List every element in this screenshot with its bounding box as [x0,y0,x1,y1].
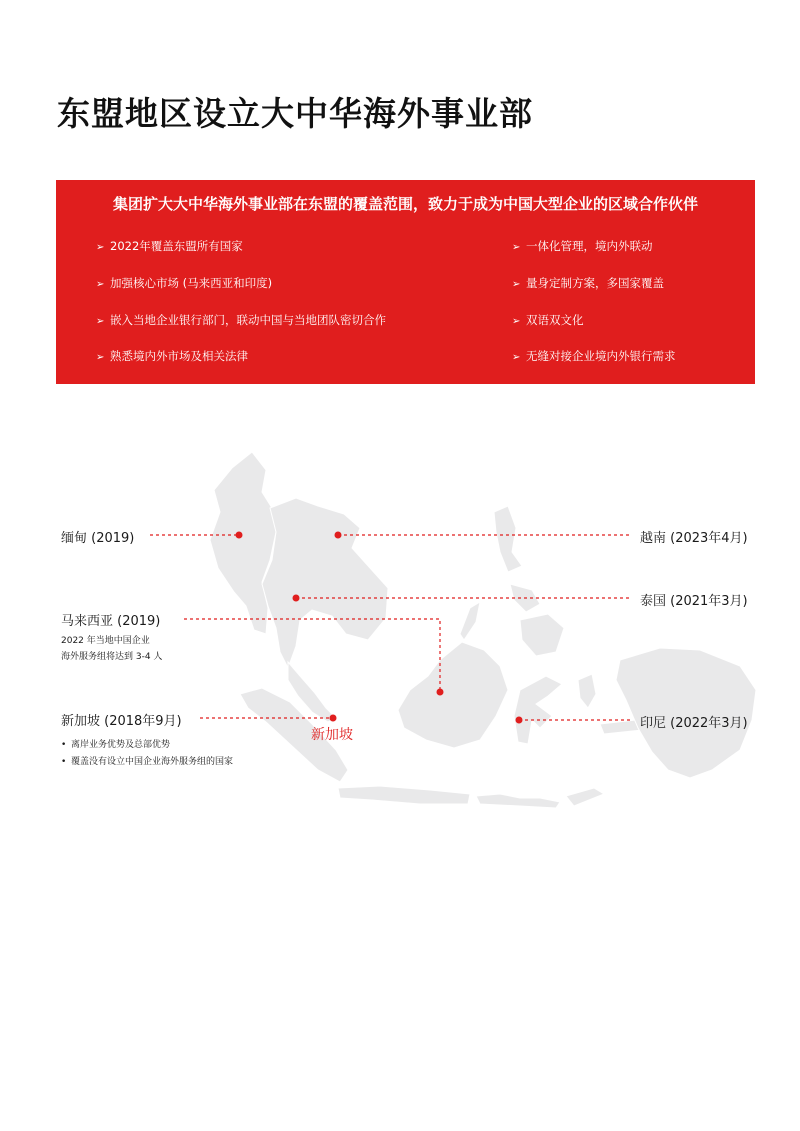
banner-right-item: ➢ 双语双文化 [512,313,584,327]
map-timor [566,788,604,806]
singapore-note: • 覆盖没有设立中国企业海外服务组的国家 [61,754,233,770]
map-indochina [262,498,388,668]
map-sulawesi [514,676,562,744]
map-java [338,786,470,804]
label-thailand: 泰国 (2021年3月) [640,594,748,609]
dot-indonesia [516,717,523,724]
page-title: 东盟地区设立大中华海外事业部 [57,94,533,133]
banner-right-item: ➢ 量身定制方案，多国家覆盖 [512,276,664,290]
dot-thailand [293,595,300,602]
dot-myanmar [236,532,243,539]
chevron-right-icon: ➢ [512,242,521,253]
map-maluku [578,674,596,708]
map-borneo [398,642,508,748]
info-banner [56,180,755,384]
bullet-dot-icon: • [61,757,67,767]
chevron-right-icon: ➢ [96,279,105,290]
label-indonesia: 印尼 (2022年3月) [640,716,748,731]
banner-left-item: ➢ 2022年覆盖东盟所有国家 [96,239,243,253]
malaysia-note: 海外服务组将达到 3-4 人 [61,652,163,662]
asean-map [0,430,800,830]
chevron-right-icon: ➢ [96,352,105,363]
singapore-map-tag: 新加坡 [311,727,353,743]
bullet-dot-icon: • [61,740,67,750]
dot-malaysia [437,689,444,696]
label-malaysia: 马来西亚 (2019) [61,614,161,629]
singapore-note: • 离岸业务优势及总部优势 [61,737,170,753]
map-luzon [494,506,522,572]
banner-right-item: ➢ 无缝对接企业境内外银行需求 [512,349,676,363]
banner-heading: 集团扩大大中华海外事业部在东盟的覆盖范围，致力于成为中国大型企业的区域合作伙伴 [112,195,698,213]
leader-line-malaysia [184,619,440,692]
banner-right-item: ➢ 一体化管理，境内外联动 [512,239,653,253]
banner-left-item: ➢ 嵌入当地企业银行部门，联动中国与当地团队密切合作 [96,313,386,327]
chevron-right-icon: ➢ [512,352,521,363]
chevron-right-icon: ➢ [512,279,521,290]
map-myanmar [210,452,276,634]
map-mindanao [520,614,564,656]
chevron-right-icon: ➢ [512,316,521,327]
banner-left-item: ➢ 加强核心市场 (马来西亚和印度) [96,276,273,290]
banner-left-item: ➢ 熟悉境内外市场及相关法律 [96,349,248,363]
label-myanmar: 缅甸 (2019) [61,531,135,546]
chevron-right-icon: ➢ [96,316,105,327]
map-lesser-sunda [476,794,560,808]
malaysia-note: 2022 年当地中国企业 [61,636,150,646]
dot-vietnam [335,532,342,539]
label-singapore: 新加坡 (2018年9月) [61,714,182,729]
map-palawan [460,602,480,640]
chevron-right-icon: ➢ [96,242,105,253]
dot-singapore [330,715,337,722]
label-vietnam: 越南 (2023年4月) [640,531,748,546]
